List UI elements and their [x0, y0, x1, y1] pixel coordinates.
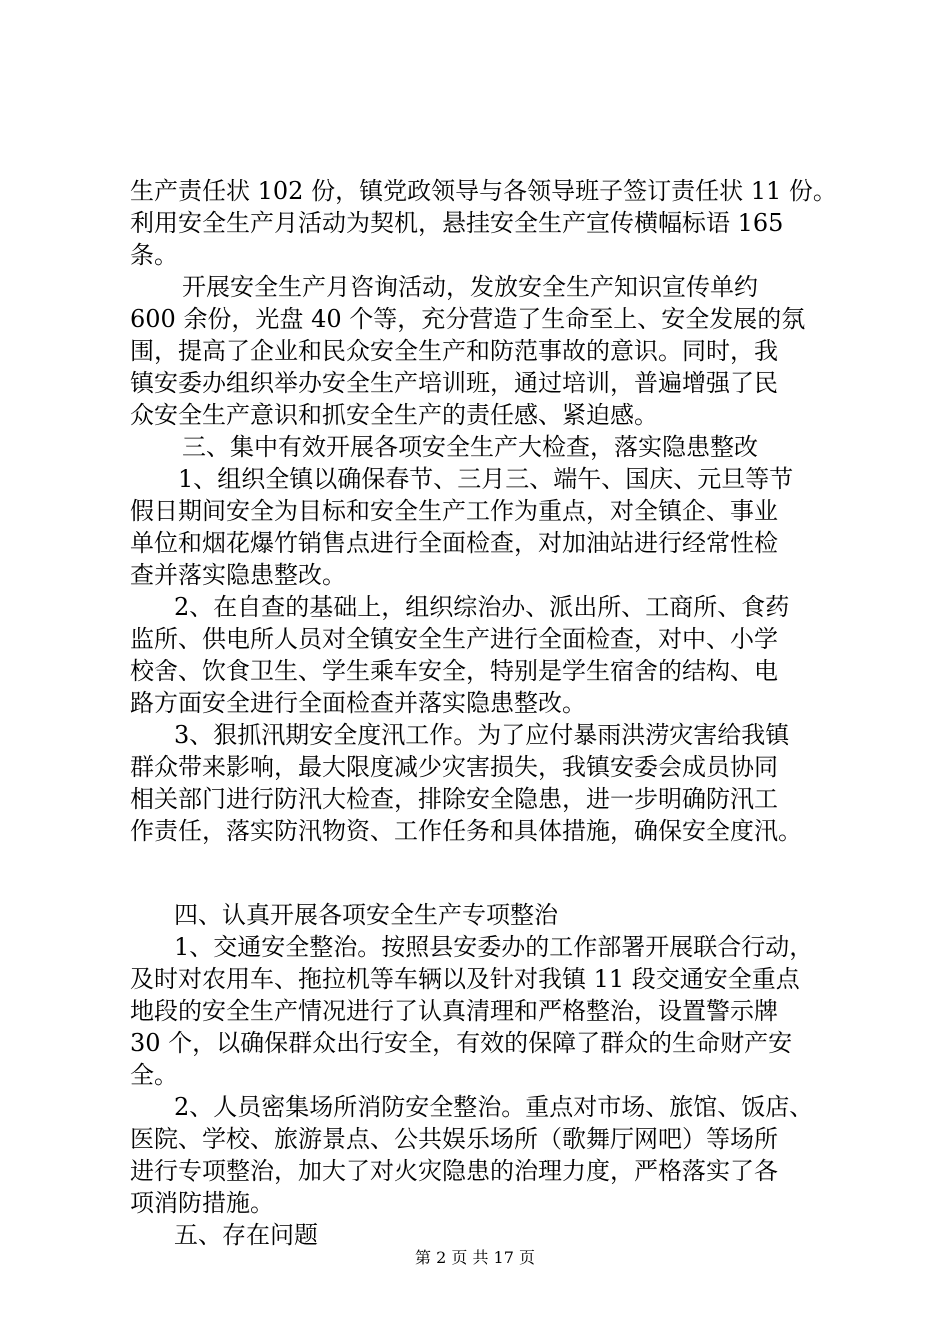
section-heading: 五、存在问题 — [174, 1221, 318, 1249]
text-line: 600 余份，光盘 40 个等，充分营造了生命至上、安全发展的氛 — [130, 305, 806, 333]
text-line: 围，提高了企业和民众安全生产和防范事故的意识。同时，我 — [130, 337, 778, 365]
paragraph-start-line: 2、在自查的基础上，组织综治办、派出所、工商所、食药 — [174, 593, 790, 621]
text-line: 查并落实隐患整改。 — [130, 561, 346, 589]
paragraph-start-line: 2、人员密集场所消防安全整治。重点对市场、旅馆、饭店、 — [174, 1093, 814, 1121]
text-line: 镇安委办组织举办安全生产培训班，通过培训，普遍增强了民 — [130, 369, 778, 397]
paragraph-start-line: 1、交通安全整治。按照县安委办的工作部署开展联合行动， — [174, 933, 814, 961]
paragraph-start-line: 1、组织全镇以确保春节、三月三、端午、国庆、元旦等节 — [178, 465, 794, 493]
page-number-footer: 第 2 页 共 17 页 — [415, 1248, 535, 1267]
text-line: 路方面安全进行全面检查并落实隐患整改。 — [130, 689, 586, 717]
document-body — [130, 175, 837, 1251]
paragraph-gap — [130, 847, 830, 899]
text-line: 作责任，落实防汛物资、工作任务和具体措施，确保安全度汛。 — [130, 817, 802, 845]
text-line: 利用安全生产月活动为契机，悬挂安全生产宣传横幅标语 165 — [130, 209, 784, 237]
text-line: 生产责任状 102 份，镇党政领导与各领导班子签订责任状 11 份。 — [130, 177, 837, 205]
text-line: 进行专项整治，加大了对火灾隐患的治理力度，严格落实了各 — [130, 1157, 778, 1185]
text-line: 及时对农用车、拖拉机等车辆以及针对我镇 11 段交通安全重点 — [130, 965, 800, 993]
section-heading: 三、集中有效开展各项安全生产大检查，落实隐患整改 — [182, 433, 758, 461]
paragraph-start-line: 开展安全生产月咨询活动，发放安全生产知识宣传单约 — [182, 273, 758, 301]
text-line: 校舍、饮食卫生、学生乘车安全，特别是学生宿舍的结构、电 — [130, 657, 778, 685]
text-line: 30 个，以确保群众出行安全，有效的保障了群众的生命财产安 — [130, 1029, 793, 1057]
text-line: 相关部门进行防汛大检查，排除安全隐患，进一步明确防汛工 — [130, 785, 778, 813]
text-line: 医院、学校、旅游景点、公共娱乐场所（歌舞厅网吧）等场所 — [130, 1125, 778, 1153]
text-line: 项消防措施。 — [130, 1189, 274, 1217]
text-line: 条。 — [130, 241, 178, 269]
section-heading: 四、认真开展各项安全生产专项整治 — [174, 901, 558, 929]
paragraph-start-line: 3、狠抓汛期安全度汛工作。为了应付暴雨洪涝灾害给我镇 — [174, 721, 790, 749]
text-line: 全。 — [130, 1061, 178, 1089]
text-line: 地段的安全生产情况进行了认真清理和严格整治，设置警示牌 — [130, 997, 778, 1025]
text-line: 监所、供电所人员对全镇安全生产进行全面检查，对中、小学 — [130, 625, 778, 653]
text-line: 群众带来影响，最大限度减少灾害损失，我镇安委会成员协同 — [130, 753, 778, 781]
text-line: 单位和烟花爆竹销售点进行全面检查，对加油站进行经常性检 — [130, 529, 778, 557]
text-line: 众安全生产意识和抓安全生产的责任感、紧迫感。 — [130, 401, 658, 429]
text-line: 假日期间安全为目标和安全生产工作为重点，对全镇企、事业 — [130, 497, 778, 525]
